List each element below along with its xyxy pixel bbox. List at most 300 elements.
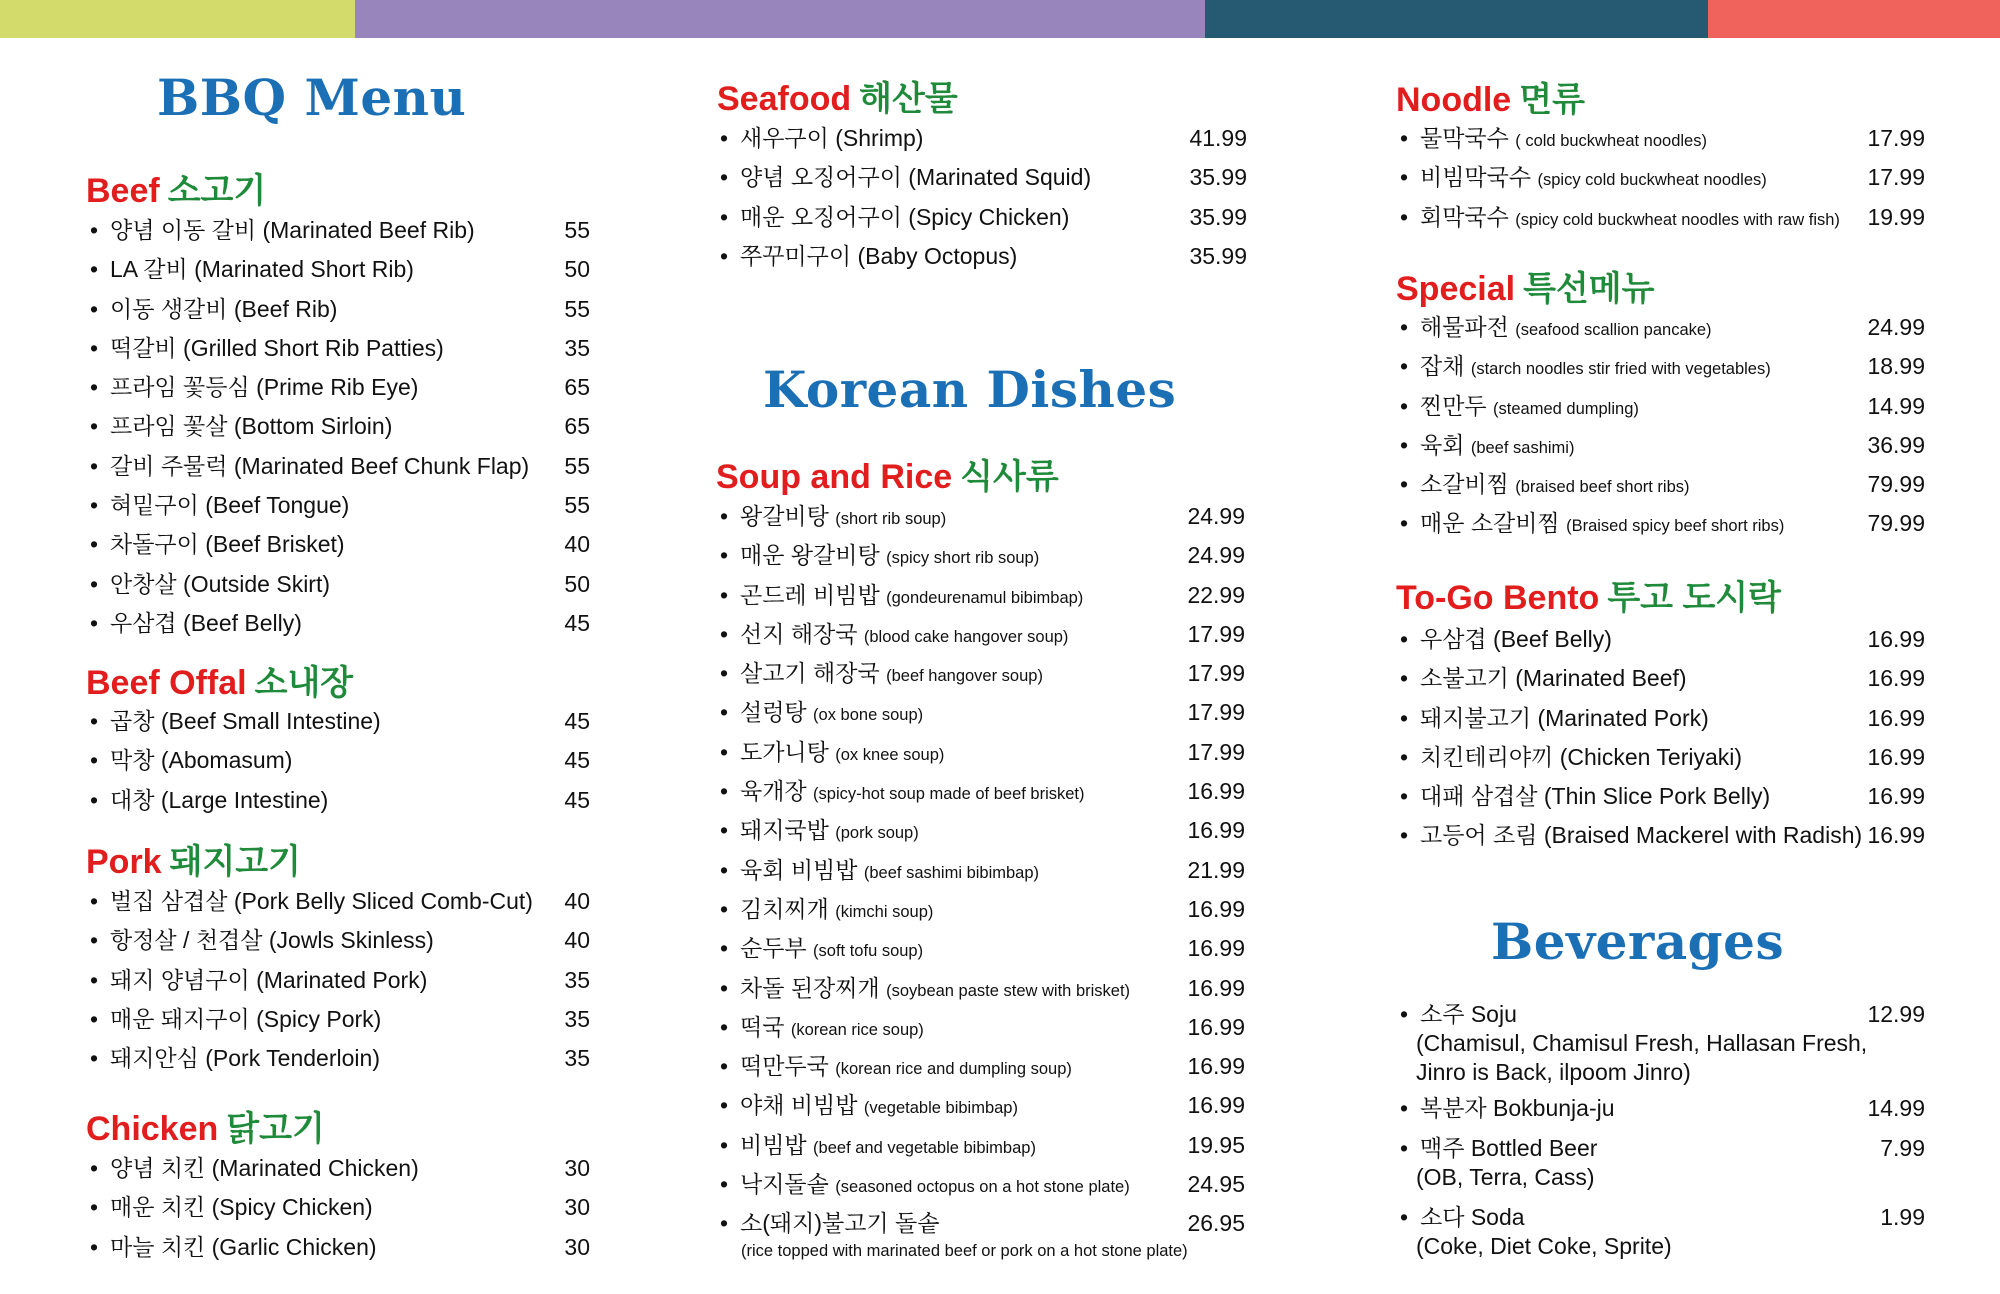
menu-item-name-en: (soft tofu soup) — [813, 942, 924, 961]
menu-item — [1400, 347, 1925, 386]
bullet-icon: • — [1400, 783, 1409, 810]
bullet-icon: • — [90, 786, 99, 813]
menu-item-name-ko: 잡채 — [1420, 353, 1465, 380]
bullet-icon: • — [720, 242, 729, 269]
menu-item-name: 양념 치킨 (Marinated Chicken) — [110, 1155, 419, 1181]
menu-item — [720, 1126, 1245, 1165]
menu-item-name — [1420, 158, 1767, 200]
menu-item-price: 65 — [564, 413, 590, 440]
menu-item — [720, 811, 1245, 850]
bullet-icon: • — [90, 217, 99, 243]
menu-item-price: 79.99 — [1867, 471, 1925, 498]
menu-item-price: 17.99 — [1187, 620, 1245, 647]
menu-item — [1400, 777, 1925, 816]
section-title-en: To-Go Bento — [1396, 579, 1600, 617]
menu-item — [1400, 119, 1925, 158]
menu-item-price: 17.99 — [1187, 699, 1245, 726]
section-seafood-title — [717, 71, 958, 120]
menu-item-name: 소불고기 (Marinated Beef) — [1420, 665, 1687, 692]
menu-item-name-en: (starch noodles stir fried with vegetables) — [1470, 360, 1771, 379]
menu-item-name: 혀밑구이 (Beef Tongue) — [110, 492, 350, 519]
menu-item-price: 14.99 — [1867, 392, 1925, 419]
menu-item-name-en: (spicy short rib soup) — [886, 549, 1040, 568]
beverage-item — [1400, 1203, 1925, 1283]
menu-item-price: 35.99 — [1189, 203, 1247, 230]
menu-item-name: 돼지안심 (Pork Tenderloin) — [110, 1045, 380, 1072]
menu-item-price: 16.99 — [1187, 974, 1245, 1001]
menu-item-name-ko: 찐만두 — [1420, 392, 1487, 419]
pork-list — [90, 882, 590, 1078]
menu-item-name-en: (beef sashimi) — [1470, 438, 1575, 457]
section-title-en: Special — [1396, 270, 1516, 308]
menu-item — [90, 486, 590, 525]
bullet-icon: • — [720, 935, 729, 962]
section-special-title — [1396, 261, 1654, 310]
menu-item-name — [740, 1204, 939, 1246]
menu-item-name-ko: 회막국수 — [1420, 203, 1509, 230]
bullet-icon: • — [90, 413, 99, 440]
menu-item-name — [740, 1086, 1018, 1128]
section-title-ko: 해산물 — [859, 80, 958, 118]
menu-item-price: 16.99 — [1867, 822, 1925, 849]
menu-item — [1400, 504, 1925, 543]
beverage-price: 14.99 — [1867, 1095, 1925, 1121]
section-title-en: Soup and Rice — [716, 458, 953, 496]
bullet-icon: • — [720, 1053, 729, 1080]
bullet-icon: • — [720, 856, 729, 883]
menu-item-name: 갈비 주물럭 (Marinated Beef Chunk Flap) — [110, 452, 530, 479]
menu-item-price: 16.99 — [1187, 1053, 1245, 1080]
menu-item — [90, 1039, 590, 1078]
bullet-icon: • — [720, 1092, 729, 1119]
menu-item-name: 새우구이 (Shrimp) — [740, 125, 924, 151]
dolsot-note: (rice topped with marinated beef or pork on a hot stone plate) — [741, 1242, 1188, 1260]
beverages-title: Beverages — [1491, 912, 1785, 971]
beverage-price: 1.99 — [1880, 1204, 1925, 1230]
menu-item-name: 이동 생갈비 (Beef Rib) — [110, 295, 338, 322]
menu-item — [90, 702, 590, 741]
bullet-icon: • — [720, 542, 729, 569]
menu-item-price: 35.99 — [1189, 242, 1247, 269]
menu-item-name-ko: 육회 — [1420, 431, 1465, 458]
bullet-icon: • — [90, 492, 99, 519]
menu-item-price: 35.99 — [1189, 164, 1247, 191]
beverage-name: 소다 Soda — [1420, 1204, 1525, 1230]
menu-item-price: 30 — [564, 1233, 590, 1260]
menu-item-price: 40 — [564, 531, 590, 558]
menu-item-name-en: (vegetable bibimbap) — [863, 1099, 1018, 1118]
bullet-icon: • — [90, 452, 99, 479]
menu-item-name-en: (braised beef short ribs) — [1515, 478, 1690, 497]
menu-item — [1400, 699, 1925, 738]
bullet-icon: • — [1400, 822, 1409, 849]
menu-item-price: 55 — [564, 295, 590, 322]
menu-item — [90, 329, 590, 368]
bullet-icon: • — [90, 295, 99, 322]
menu-item-name-ko: 소갈비찜 — [1420, 471, 1509, 498]
section-title-ko: 돼지고기 — [169, 843, 301, 881]
menu-item-name-en: (blood cake hangover soup) — [863, 627, 1069, 646]
menu-item-price: 16.99 — [1867, 626, 1925, 652]
menu-item-name: 막창 (Abomasum) — [110, 747, 293, 774]
bullet-icon: • — [720, 778, 729, 805]
menu-item — [1400, 465, 1925, 504]
menu-item-name-ko: 왕갈비탕 — [740, 503, 829, 529]
menu-item-price: 16.99 — [1187, 895, 1245, 922]
beverage-detail: (OB, Terra, Cass) — [1416, 1164, 1595, 1190]
bullet-icon: • — [720, 164, 729, 191]
menu-item-price: 17.99 — [1867, 125, 1925, 151]
menu-item-price: 17.99 — [1187, 660, 1245, 687]
bullet-icon: • — [90, 747, 99, 774]
menu-item — [90, 921, 590, 960]
menu-item-name: 돼지불고기 (Marinated Pork) — [1420, 704, 1709, 731]
menu-item — [90, 250, 590, 289]
section-title-ko: 식사류 — [960, 458, 1059, 496]
menu-item-name — [1420, 119, 1707, 161]
section-beef-title — [86, 163, 266, 212]
menu-item-name: 매운 치킨 (Spicy Chicken) — [110, 1194, 373, 1221]
bullet-icon: • — [90, 1233, 99, 1260]
menu-item-name — [1420, 465, 1690, 507]
beverage-name: 복분자 Bokbunja-ju — [1420, 1095, 1615, 1121]
section-pork-title — [86, 834, 301, 883]
menu-item-price: 35 — [564, 966, 590, 993]
bullet-icon: • — [720, 125, 729, 151]
bullet-icon: • — [90, 1155, 99, 1181]
menu-item — [90, 211, 590, 250]
menu-item-name: LA 갈비 (Marinated Short Rib) — [110, 256, 414, 283]
menu-item-name — [740, 733, 944, 775]
menu-item — [90, 1188, 590, 1227]
menu-item-price: 50 — [564, 256, 590, 283]
menu-item — [1400, 620, 1925, 659]
menu-item-price: 26.95 — [1187, 1210, 1245, 1237]
bullet-icon: • — [1400, 1095, 1409, 1121]
menu-item — [720, 576, 1245, 615]
menu-item — [90, 781, 590, 820]
section-noodle-title — [1396, 72, 1585, 121]
section-title-en: Beef — [86, 172, 160, 210]
bullet-icon: • — [90, 256, 99, 283]
menu-item-price: 16.99 — [1187, 778, 1245, 805]
menu-item-name — [1420, 387, 1639, 429]
bullet-icon: • — [1400, 392, 1409, 419]
menu-item-name: 마늘 치킨 (Garlic Chicken) — [110, 1233, 377, 1260]
beef-list — [90, 211, 590, 643]
color-bar-segment-1 — [0, 0, 355, 38]
menu-item-name — [740, 693, 923, 735]
chicken-list — [90, 1149, 590, 1267]
menu-item-price: 16.99 — [1867, 743, 1925, 770]
menu-item — [720, 969, 1245, 1008]
menu-item-price: 17.99 — [1867, 164, 1925, 191]
beverage-item — [1400, 1000, 1925, 1085]
menu-item-name — [740, 576, 1083, 618]
bullet-icon: • — [1400, 164, 1409, 191]
menu-item — [720, 851, 1245, 890]
menu-item-name-en: (seasoned octopus on a hot stone plate) — [835, 1178, 1130, 1197]
menu-item — [90, 368, 590, 407]
bullet-icon: • — [1400, 743, 1409, 770]
menu-item-name-ko: 낙지돌솥 — [740, 1171, 829, 1198]
menu-item — [90, 565, 590, 604]
bullet-icon: • — [1400, 471, 1409, 498]
menu-item-price: 16.99 — [1867, 783, 1925, 810]
menu-item-name-en: ( cold buckwheat noodles) — [1515, 132, 1707, 150]
section-title-ko: 닭고기 — [226, 1110, 325, 1148]
menu-item-price: 45 — [564, 708, 590, 734]
menu-item-name-ko: 떡국 — [740, 1013, 785, 1040]
menu-item-price: 45 — [564, 609, 590, 636]
menu-item-name-en: (steamed dumpling) — [1493, 399, 1639, 418]
menu-item-name — [740, 890, 933, 932]
menu-item-price: 65 — [564, 374, 590, 401]
bullet-icon: • — [1400, 704, 1409, 731]
bullet-icon: • — [720, 699, 729, 726]
menu-item-price: 16.99 — [1867, 704, 1925, 731]
menu-item-name-ko: 해물파전 — [1420, 314, 1509, 340]
menu-item-name: 곱창 (Beef Small Intestine) — [110, 708, 381, 734]
menu-item-name-en: (beef and vegetable bibimbap) — [813, 1138, 1036, 1157]
menu-item-name: 대패 삼겹살 (Thin Slice Pork Belly) — [1420, 783, 1771, 810]
bullet-icon: • — [90, 1194, 99, 1221]
menu-item-name: 고등어 조림 (Braised Mackerel with Radish) — [1420, 822, 1863, 849]
special-list — [1400, 308, 1925, 544]
menu-item-price: 45 — [564, 786, 590, 813]
menu-item — [90, 1228, 590, 1267]
menu-item — [720, 693, 1245, 732]
menu-item-name — [740, 851, 1039, 893]
bullet-icon: • — [720, 817, 729, 844]
menu-item-price: 22.99 — [1187, 581, 1245, 608]
section-title-en: Chicken — [86, 1110, 219, 1148]
bbq-menu-title: BBQ Menu — [157, 68, 467, 127]
menu-item — [720, 119, 1247, 158]
menu-item-name — [740, 1126, 1036, 1168]
noodle-list — [1400, 119, 1925, 237]
menu-item-name: 항정살 / 천겹살 (Jowls Skinless) — [110, 927, 434, 954]
menu-item-price: 21.99 — [1187, 856, 1245, 883]
bullet-icon: • — [720, 203, 729, 230]
bullet-icon: • — [1400, 626, 1409, 652]
menu-item-name-en: (ox bone soup) — [813, 706, 924, 725]
section-title-en: Seafood — [717, 80, 852, 118]
beverage-detail: (Chamisul, Chamisul Fresh, Hallasan Fresh, — [1416, 1030, 1868, 1056]
section-chicken-title — [86, 1101, 325, 1150]
menu-item-price: 16.99 — [1867, 665, 1925, 692]
menu-item-name-ko: 돼지국밥 — [740, 817, 829, 844]
menu-item-price: 24.95 — [1187, 1171, 1245, 1198]
menu-item-price: 35 — [564, 1005, 590, 1032]
menu-item-name: 벌집 삼겹살 (Pork Belly Sliced Comb-Cut) — [110, 888, 533, 914]
menu-item — [1400, 158, 1925, 197]
menu-item — [720, 890, 1245, 929]
menu-item-name-ko: 물막국수 — [1420, 125, 1509, 151]
bullet-icon: • — [720, 974, 729, 1001]
menu-item-price: 79.99 — [1867, 510, 1925, 537]
menu-item-name-ko: 야채 비빔밥 — [740, 1092, 858, 1119]
menu-item-name-en: (soybean paste stew with brisket) — [886, 981, 1131, 1000]
menu-item — [720, 536, 1245, 575]
seafood-list — [720, 119, 1247, 276]
bullet-icon: • — [720, 620, 729, 647]
menu-item-name: 우삼겹 (Beef Belly) — [1420, 626, 1612, 652]
color-bar-segment-4 — [1708, 0, 2000, 38]
menu-item — [1400, 198, 1925, 237]
menu-item-name-en: (spicy-hot soup made of beef brisket) — [813, 785, 1085, 804]
menu-item-name: 떡갈비 (Grilled Short Rib Patties) — [110, 334, 444, 361]
bullet-icon: • — [720, 1171, 729, 1198]
menu-item-price: 16.99 — [1187, 1013, 1245, 1040]
menu-item-price: 24.99 — [1867, 314, 1925, 340]
menu-item — [90, 741, 590, 780]
section-title-en: Beef Offal — [86, 664, 247, 702]
menu-item-price: 40 — [564, 888, 590, 914]
menu-item-name — [740, 615, 1068, 657]
menu-item-price: 55 — [564, 492, 590, 519]
menu-item-name: 치킨테리야끼 (Chicken Teriyaki) — [1420, 743, 1743, 770]
menu-item — [90, 290, 590, 329]
menu-item-name-en: (korean rice and dumpling soup) — [835, 1060, 1072, 1079]
menu-item-name-ko: 육개장 — [740, 778, 807, 805]
menu-item-name-en: (korean rice soup) — [790, 1020, 924, 1039]
menu-item-name: 프라임 꽃살 (Bottom Sirloin) — [110, 413, 393, 440]
menu-item-name-ko: 매운 왕갈비탕 — [740, 542, 880, 569]
menu-item-price: 45 — [564, 747, 590, 774]
menu-item-name-ko: 떡만두국 — [740, 1053, 829, 1080]
menu-item-name-en: (beef hangover soup) — [886, 667, 1043, 686]
bullet-icon: • — [90, 888, 99, 914]
menu-item-name-ko: 비빔막국수 — [1420, 164, 1532, 191]
menu-item-name-ko: 곤드레 비빔밥 — [740, 581, 880, 608]
bullet-icon: • — [90, 1045, 99, 1072]
menu-item — [1400, 387, 1925, 426]
menu-item — [720, 497, 1245, 536]
menu-item — [720, 237, 1247, 276]
bullet-icon: • — [90, 609, 99, 636]
menu-item-name: 대창 (Large Intestine) — [110, 786, 329, 813]
beverage-price: 7.99 — [1880, 1135, 1925, 1161]
menu-item-name — [740, 772, 1085, 814]
top-color-bar — [0, 0, 2000, 38]
menu-item-price: 36.99 — [1867, 431, 1925, 458]
menu-item — [90, 525, 590, 564]
soup-rice-list — [720, 497, 1245, 1244]
menu-item-name — [740, 497, 946, 539]
color-bar-segment-3 — [1205, 0, 1708, 38]
menu-item — [720, 615, 1245, 654]
menu-item-price: 55 — [564, 452, 590, 479]
menu-item-price: 19.99 — [1867, 203, 1925, 230]
menu-item-name: 매운 돼지구이 (Spicy Pork) — [110, 1005, 382, 1032]
menu-item-name-ko: 비빔밥 — [740, 1131, 807, 1158]
menu-item-name-en: (kimchi soup) — [835, 902, 934, 921]
menu-item — [720, 654, 1245, 693]
menu-item-price: 55 — [564, 217, 590, 243]
bullet-icon: • — [720, 503, 729, 529]
menu-item-name-en: (beef sashimi bibimbap) — [863, 863, 1040, 882]
section-title-en: Pork — [86, 843, 162, 881]
menu-item — [1400, 816, 1925, 855]
bullet-icon: • — [90, 1005, 99, 1032]
menu-item-price: 30 — [564, 1155, 590, 1181]
menu-item — [720, 733, 1245, 772]
menu-item-name: 우삼겹 (Beef Belly) — [110, 609, 302, 636]
menu-item-price: 18.99 — [1867, 353, 1925, 380]
menu-item-name: 돼지 양념구이 (Marinated Pork) — [110, 966, 428, 993]
menu-item — [90, 961, 590, 1000]
menu-item — [90, 447, 590, 486]
menu-item-price: 50 — [564, 570, 590, 597]
menu-item — [90, 604, 590, 643]
menu-item-price: 17.99 — [1187, 738, 1245, 765]
menu-item — [90, 1149, 590, 1188]
menu-item-name-ko: 소(돼지)불고기 돌솥 — [740, 1210, 940, 1237]
menu-item-price: 35 — [564, 1045, 590, 1072]
menu-item-name-en: (gondeurenamul bibimbap) — [886, 588, 1084, 607]
menu-item — [720, 929, 1245, 968]
menu-item-price: 24.99 — [1187, 503, 1245, 529]
menu-item-name — [1420, 347, 1771, 389]
beverage-price: 12.99 — [1867, 1001, 1925, 1027]
section-title-ko: 소내장 — [254, 664, 354, 702]
menu-item — [1400, 308, 1925, 347]
menu-item-name — [740, 929, 923, 971]
menu-item-name-en: (pork soup) — [835, 824, 919, 843]
menu-item-name-en: (short rib soup) — [835, 510, 947, 528]
menu-item-name — [1420, 504, 1784, 546]
bullet-icon: • — [1400, 665, 1409, 692]
menu-item — [1400, 738, 1925, 777]
menu-item-name: 쭈꾸미구이 (Baby Octopus) — [740, 242, 1018, 269]
menu-item — [90, 1000, 590, 1039]
section-beef-offal-title — [86, 655, 353, 704]
bullet-icon: • — [1400, 1204, 1409, 1230]
menu-item-name — [1420, 308, 1712, 350]
menu-item-name-en: (spicy cold buckwheat noodles with raw fish) — [1515, 210, 1840, 229]
bullet-icon: • — [1400, 1135, 1409, 1161]
bullet-icon: • — [90, 334, 99, 361]
bullet-icon: • — [1400, 431, 1409, 458]
korean-dishes-title: Korean Dishes — [763, 360, 1177, 419]
menu-item-name-en: (spicy cold buckwheat noodles) — [1537, 171, 1767, 190]
beverage-name: 맥주 Bottled Beer — [1420, 1135, 1598, 1161]
bullet-icon: • — [90, 708, 99, 734]
menu-item-price: 24.99 — [1187, 542, 1245, 569]
bullet-icon: • — [90, 966, 99, 993]
beverage-detail: Jinro is Back, ilpoom Jinro) — [1416, 1059, 1691, 1085]
menu-item-name-ko: 살고기 해장국 — [740, 660, 880, 687]
menu-item-name: 양념 오징어구이 (Marinated Squid) — [740, 164, 1092, 191]
menu-item-name-en: (seafood scallion pancake) — [1515, 321, 1712, 339]
menu-item-price: 40 — [564, 927, 590, 954]
menu-item — [720, 1047, 1245, 1086]
section-soup-rice-title — [716, 449, 1059, 498]
menu-item — [720, 1204, 1245, 1243]
beverage-list — [1400, 1000, 1925, 1270]
menu-item-name — [740, 1165, 1130, 1207]
menu-item-name-ko: 김치찌개 — [740, 895, 829, 922]
menu-item-name-ko: 선지 해장국 — [740, 620, 858, 647]
menu-item-price: 35 — [564, 334, 590, 361]
menu-item — [720, 158, 1247, 197]
bento-list — [1400, 620, 1925, 856]
menu-item — [90, 882, 590, 921]
bullet-icon: • — [1400, 353, 1409, 380]
menu-item — [720, 1008, 1245, 1047]
menu-item-price: 16.99 — [1187, 1092, 1245, 1119]
